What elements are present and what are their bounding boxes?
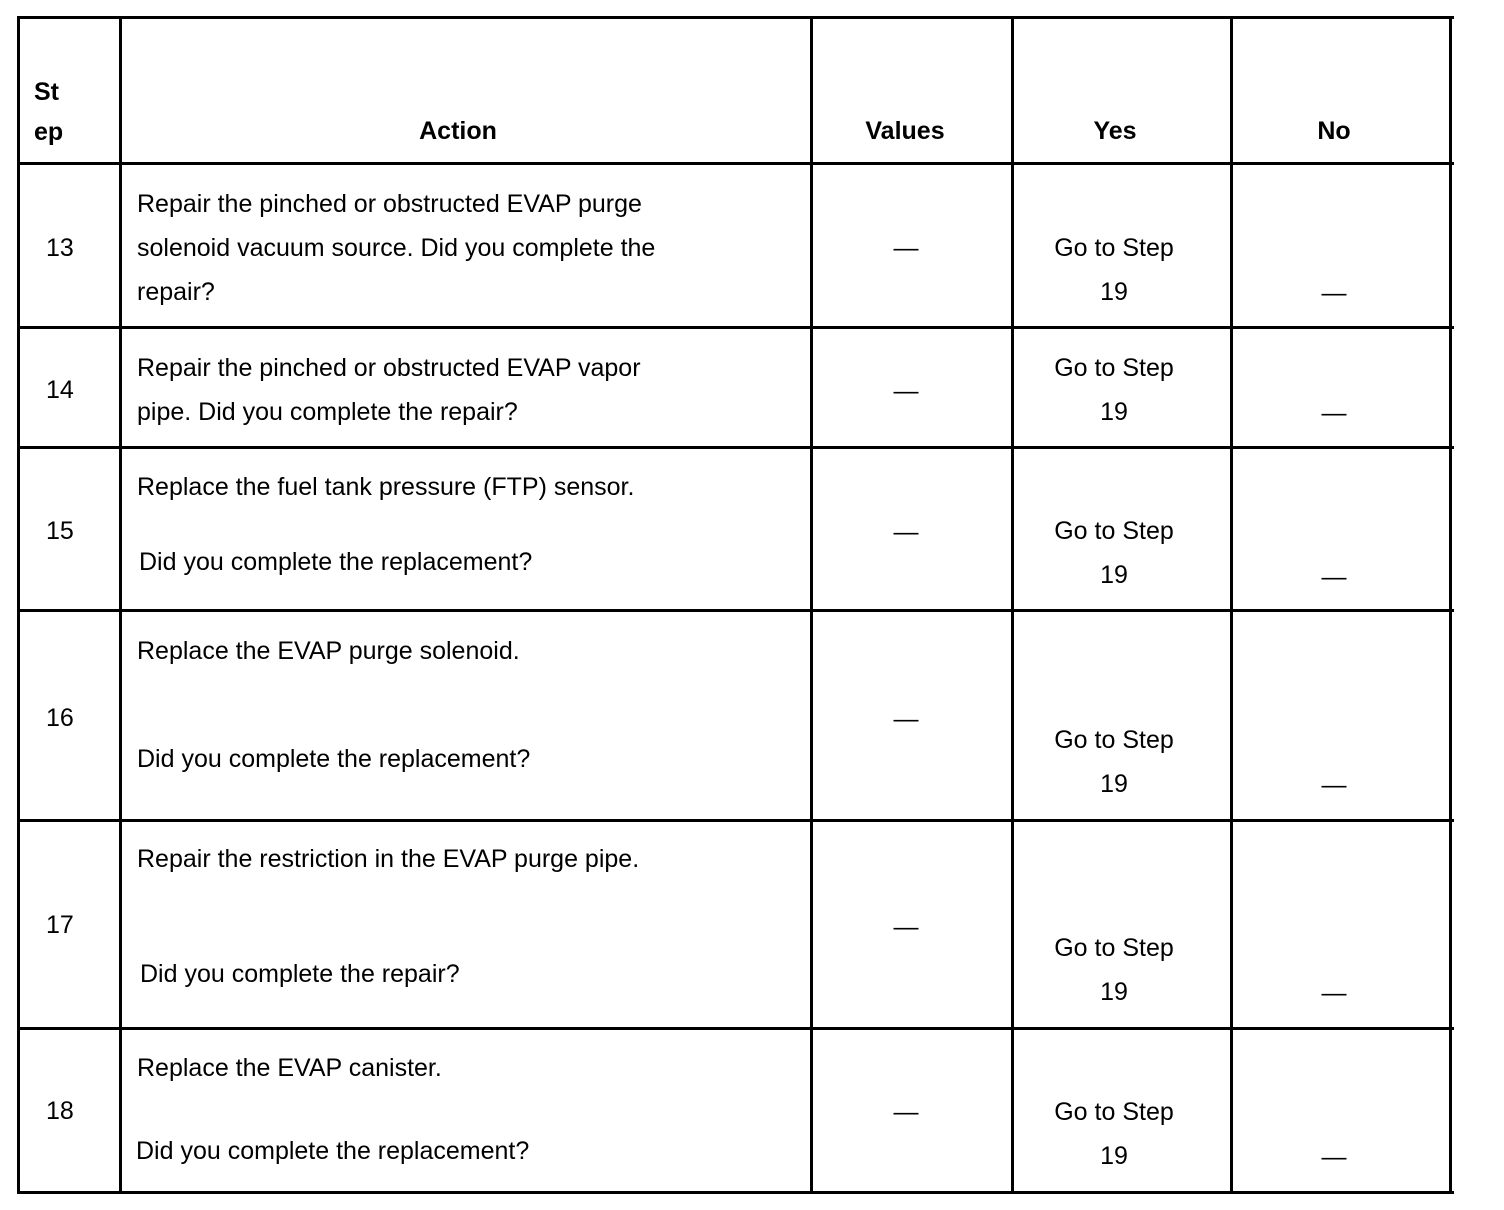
header-no: No	[1317, 117, 1351, 145]
step-number: 17	[46, 911, 74, 939]
values-cell: —	[893, 1098, 919, 1126]
values-cell: —	[893, 234, 919, 262]
table-border-right	[1449, 16, 1452, 1194]
action-text: Repair the restriction in the EVAP purge pipe.	[137, 845, 640, 873]
step-number: 18	[46, 1097, 74, 1125]
no-cell: —	[1321, 1143, 1347, 1171]
values-cell: —	[893, 705, 919, 733]
action-text: Repair the pinched or obstructed EVAP purge solenoid vacuum source. Did you complete the repair?	[137, 190, 656, 306]
step-number: 13	[46, 234, 74, 262]
row-divider	[17, 1027, 1454, 1030]
no-cell: —	[1321, 563, 1347, 591]
column-divider	[1230, 16, 1233, 1194]
yes-cell: Go to Step 19	[1054, 517, 1174, 589]
no-cell: —	[1321, 399, 1347, 427]
action-text: Replace the EVAP canister.	[137, 1054, 442, 1082]
header-values: Values	[865, 117, 945, 145]
action-text: Replace the fuel tank pressure (FTP) sensor.	[137, 473, 635, 501]
yes-cell: Go to Step 19	[1054, 354, 1174, 426]
header-step: St ep	[34, 78, 64, 146]
yes-cell: Go to Step 19	[1054, 934, 1174, 1006]
header-divider	[17, 162, 1454, 165]
yes-cell: Go to Step 19	[1054, 1098, 1174, 1170]
yes-cell: Go to Step 19	[1054, 234, 1174, 306]
no-cell: —	[1321, 771, 1347, 799]
step-number: 16	[46, 704, 74, 732]
column-divider	[1011, 16, 1014, 1194]
step-number: 15	[46, 517, 74, 545]
no-cell: —	[1321, 979, 1347, 1007]
table-border-left	[17, 16, 20, 1194]
row-divider	[17, 819, 1454, 822]
action-text: Did you complete the repair?	[140, 960, 460, 988]
header-yes: Yes	[1093, 117, 1137, 145]
action-text: Did you complete the replacement?	[137, 745, 531, 773]
action-text: Repair the pinched or obstructed EVAP vapor pipe. Did you complete the repair?	[137, 354, 641, 426]
row-divider	[17, 446, 1454, 449]
row-divider	[17, 326, 1454, 329]
yes-cell: Go to Step 19	[1054, 726, 1174, 798]
values-cell: —	[893, 377, 919, 405]
action-text: Replace the EVAP purge solenoid.	[137, 637, 520, 665]
header-action: Action	[419, 117, 497, 145]
no-cell: —	[1321, 279, 1347, 307]
table-border-top	[17, 16, 1454, 19]
column-divider	[119, 16, 122, 1194]
column-divider	[810, 16, 813, 1194]
action-text: Did you complete the replacement?	[136, 1137, 530, 1165]
row-divider	[17, 609, 1454, 612]
values-cell: —	[893, 913, 919, 941]
action-text: Did you complete the replacement?	[139, 548, 533, 576]
table-border-bottom	[17, 1191, 1454, 1194]
values-cell: —	[893, 518, 919, 546]
step-number: 14	[46, 376, 74, 404]
